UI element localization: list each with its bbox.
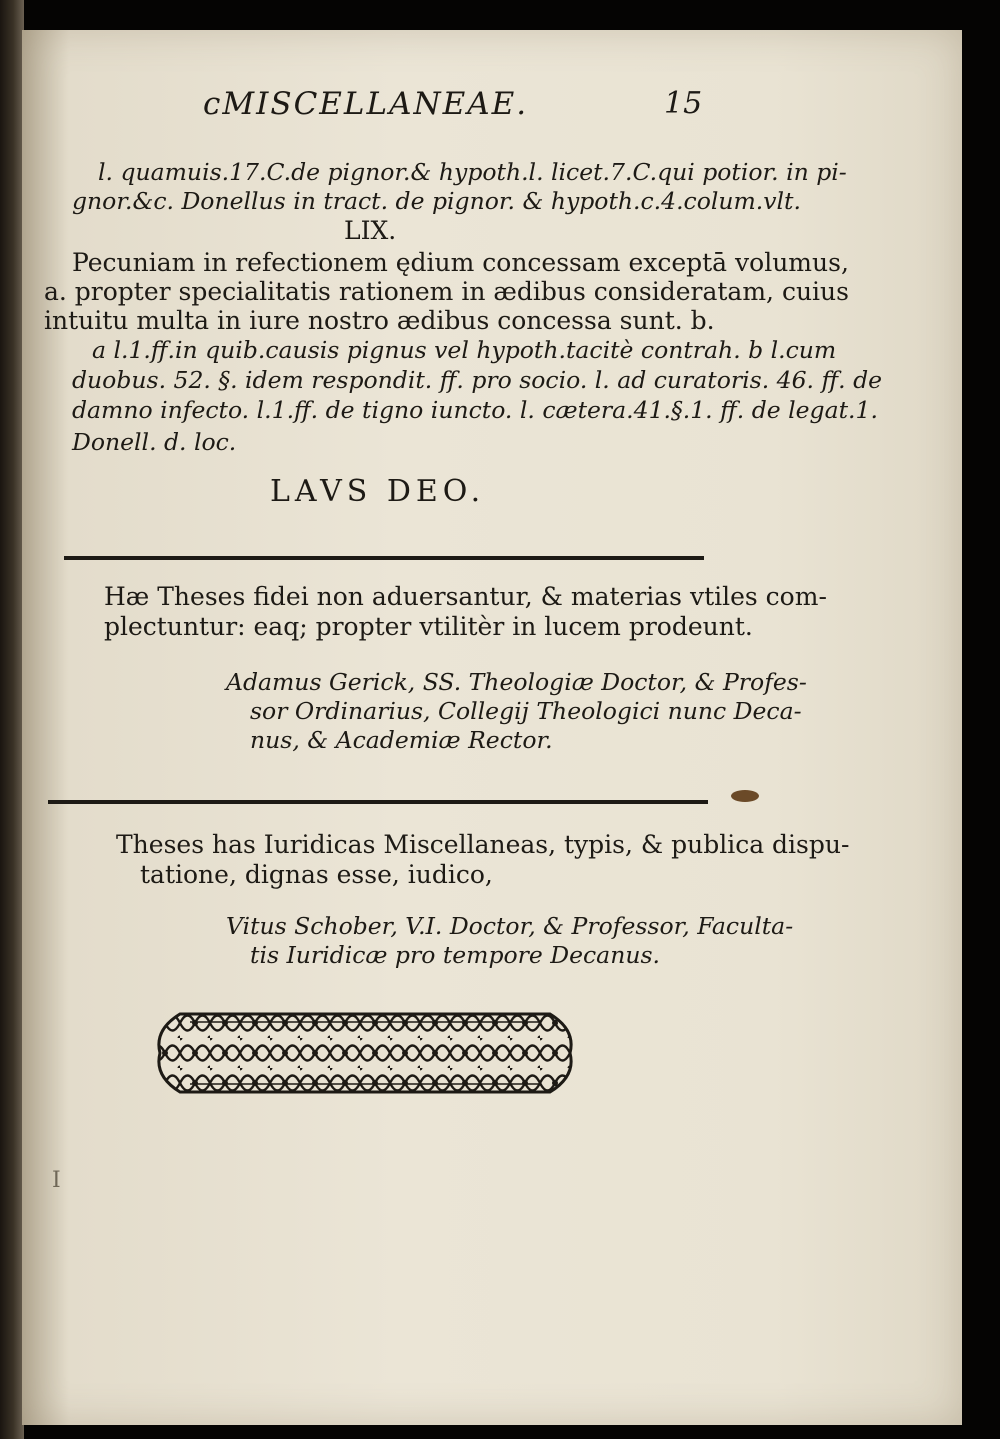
approval1-line-1: Hæ Theses fidei non aduersantur, & materias vtiles com- [104, 582, 827, 611]
running-header: ᴄMISCELLANEAE. [203, 86, 529, 122]
thesis-note-line-4: Donell. d. loc. [72, 428, 237, 456]
thesis-note-line-1: a l.1.ff.in quib.causis pignus vel hypoth.tacitè contrah. b l.cum [92, 336, 837, 364]
divider-rule-1 [64, 556, 704, 560]
thesis-line-3: intuitu multa in iure nostro ædibus concessa sunt. b. [44, 306, 715, 335]
thesis-note-line-2: duobus. 52. §. idem respondit. ff. pro socio. l. ad curatoris. 46. ff. de [72, 366, 883, 394]
signature1-line-3: nus, & Academiæ Rector. [250, 726, 553, 754]
laus-deo: LAVS DEO. [270, 474, 486, 509]
decorative-ornament [150, 1008, 580, 1098]
thesis-line-2: a. propter specialitatis rationem in ædibus consideratam, cuius [44, 277, 849, 306]
approval1-line-2: plectuntur: eaq; propter vtilitèr in lucem prodeunt. [104, 612, 753, 641]
thesis-number: LIX. [344, 216, 397, 245]
ink-stain [731, 790, 759, 802]
top-note-line-2: gnor.&c. Donellus in tract. de pignor. & hypoth.c.4.colum.vlt. [72, 187, 801, 215]
thesis-note-line-3: damno infecto. l.1.ff. de tigno iuncto. l. cætera.41.§.1. ff. de legat.1. [72, 396, 878, 424]
divider-rule-2 [48, 800, 708, 804]
book-spine [0, 0, 24, 1439]
margin-mark: I [52, 1168, 61, 1193]
signature1-line-1: Adamus Gerick, SS. Theologiæ Doctor, & Profes- [226, 668, 807, 696]
top-note-line-1: l. quamuis.17.C.de pignor.& hypoth.l. licet.7.C.qui potior. in pi- [98, 158, 847, 186]
signature2-line-2: tis Iuridicæ pro tempore Decanus. [250, 941, 660, 969]
thesis-line-1: Pecuniam in refectionem ędium concessam exceptā volumus, [72, 248, 849, 277]
signature2-line-1: Vitus Schober, V.I. Doctor, & Professor, Faculta- [226, 912, 794, 940]
approval2-line-2: tatione, dignas esse, iudico, [140, 860, 493, 889]
signature1-line-2: sor Ordinarius, Collegij Theologici nunc Deca- [250, 697, 802, 725]
approval2-line-1: Theses has Iuridicas Miscellaneas, typis, & publica dispu- [116, 830, 850, 859]
page-number: 15 [664, 86, 703, 121]
